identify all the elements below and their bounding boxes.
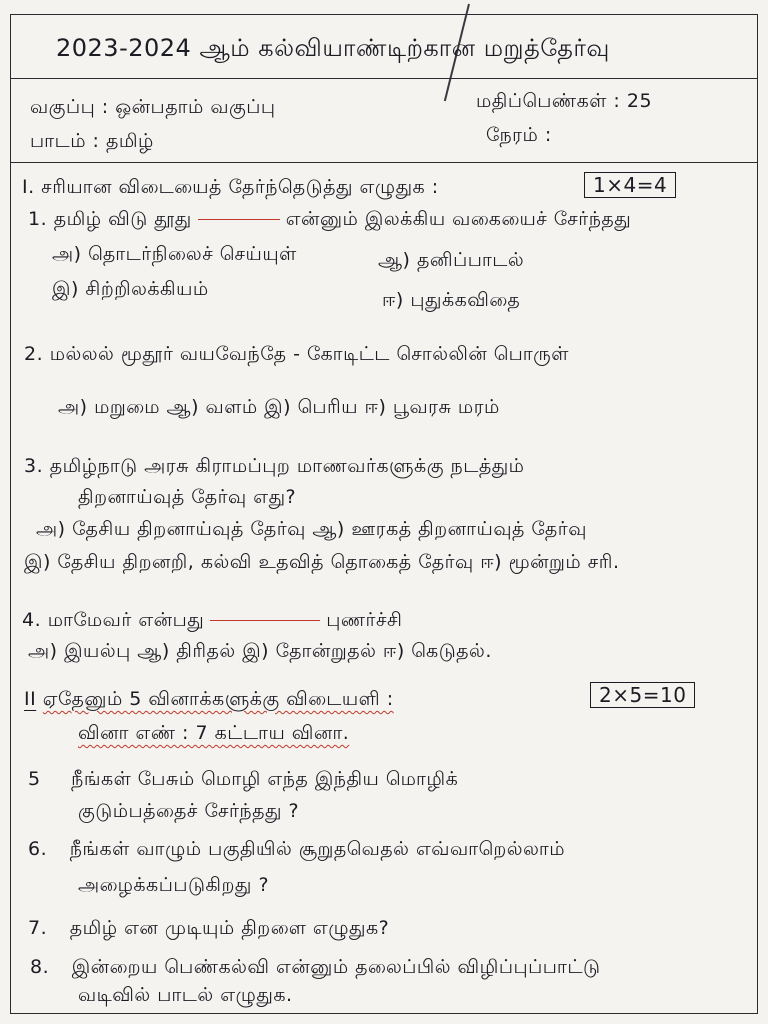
exam-sheet-border — [10, 14, 758, 1014]
q3-options-cd: இ) தேசிய திறனறி, கல்வி உதவித் தொகைத் தேர்வு ஈ) மூன்றும் சரி. — [24, 551, 620, 573]
section2-heading — [24, 688, 394, 713]
q1-blank — [198, 219, 280, 220]
q1-question — [28, 208, 631, 233]
q1-option-b: ஆ) தனிப்பாடல் — [378, 249, 525, 271]
q2-number: 2. — [24, 343, 44, 365]
compulsory-note: வினா எண் : 7 கட்டாய வினா. — [78, 722, 350, 744]
q4-number: 4. — [22, 609, 42, 631]
q4-text-start: மாமேவர் என்பது — [47, 609, 205, 631]
q1-option-d: ஈ) புதுக்கவிதை — [382, 289, 521, 311]
q6-text-line1: நீங்கள் வாழும் பகுதியில் சூறுதவெதல் எவ்வாறெல்லாம் — [69, 838, 566, 860]
q1-number: 1. — [28, 208, 48, 230]
section1-marks-box: 1×4=4 — [584, 172, 676, 198]
q7-number: 7. — [28, 917, 48, 939]
q8-line2: வடிவில் பாடல் எழுதுக. — [78, 984, 293, 1006]
subject-label: பாடம் : தமிழ் — [30, 130, 154, 152]
q4-blank — [210, 620, 320, 621]
section-divider — [10, 162, 758, 163]
q7-text-line1: தமிழ் என முடியும் திறளை எழுதுக? — [69, 917, 390, 939]
q3-text-line1: தமிழ்நாடு அரசு கிராமப்புற மாணவர்களுக்கு நடத்தும் — [49, 455, 525, 477]
q1-option-c: இ) சிற்றிலக்கியம் — [52, 278, 209, 300]
q7-line1 — [28, 917, 389, 942]
q5-line1 — [28, 768, 458, 793]
q6-line2: அழைக்கப்படுகிறது ? — [78, 874, 270, 896]
q3-options-ab: அ) தேசிய திறனாய்வுத் தேர்வு ஆ) ஊரகத் திறனாய்வுத் தேர்வு — [36, 518, 587, 540]
q6-line1 — [28, 838, 565, 863]
exam-title: 2023-2024 ஆம் கல்வியாண்டிற்கான மறுத்தேர்வு — [56, 34, 610, 62]
q1-option-a: அ) தொடர்நிலைச் செய்யுள் — [52, 243, 297, 265]
section1-heading-text: I. சரியான விடையைத் தேர்ந்தெடுத்து எழுதுக : — [22, 176, 439, 198]
q5-line2: குடும்பத்தைச் சேர்ந்தது ? — [78, 800, 300, 822]
q6-number: 6. — [28, 838, 48, 860]
q4-options: அ) இயல்பு ஆ) திரிதல் இ) தோன்றுதல் ஈ) கெடுதல். — [28, 640, 492, 662]
time-label: நேரம் : — [486, 124, 552, 146]
q3-question-line1 — [24, 455, 524, 480]
section2-number: II — [24, 688, 37, 710]
q5-text-line1: நீங்கள் பேசும் மொழி எந்த இந்திய மொழிக் — [71, 768, 459, 790]
section2-heading-text: ஏதேனும் 5 வினாக்களுக்கு விடையளி : — [42, 688, 394, 710]
q2-options: அ) மறுமை ஆ) வளம் இ) பெரிய ஈ) பூவரசு மரம் — [58, 396, 500, 418]
q4-text-end: புணர்ச்சி — [326, 609, 403, 631]
q8-line1 — [30, 956, 600, 981]
q8-text-line1: இன்றைய பெண்கல்வி என்னும் தலைப்பில் விழிப்புப்பாட்டு — [71, 956, 601, 978]
header-divider — [10, 78, 758, 79]
section1-heading — [22, 176, 439, 201]
q3-question-line2: திறனாய்வுத் தேர்வு எது? — [78, 486, 297, 508]
q4-question — [22, 609, 402, 634]
q3-number: 3. — [24, 455, 44, 477]
q8-number: 8. — [30, 956, 50, 978]
q1-text-start: தமிழ் விடு தூது — [53, 208, 192, 230]
q1-text-end: என்னும் இலக்கிய வகையைச் சேர்ந்தது — [285, 208, 632, 230]
class-label: வகுப்பு : ஒன்பதாம் வகுப்பு — [30, 96, 276, 118]
marks-label: மதிப்பெண்கள் : 25 — [476, 90, 653, 112]
q2-question — [24, 343, 569, 368]
section2-marks-box: 2×5=10 — [590, 682, 695, 708]
q5-number: 5 — [28, 768, 41, 790]
q2-text: மல்லல் மூதூர் வயவேந்தே - கோடிட்ட சொல்லின் பொருள் — [49, 343, 569, 365]
